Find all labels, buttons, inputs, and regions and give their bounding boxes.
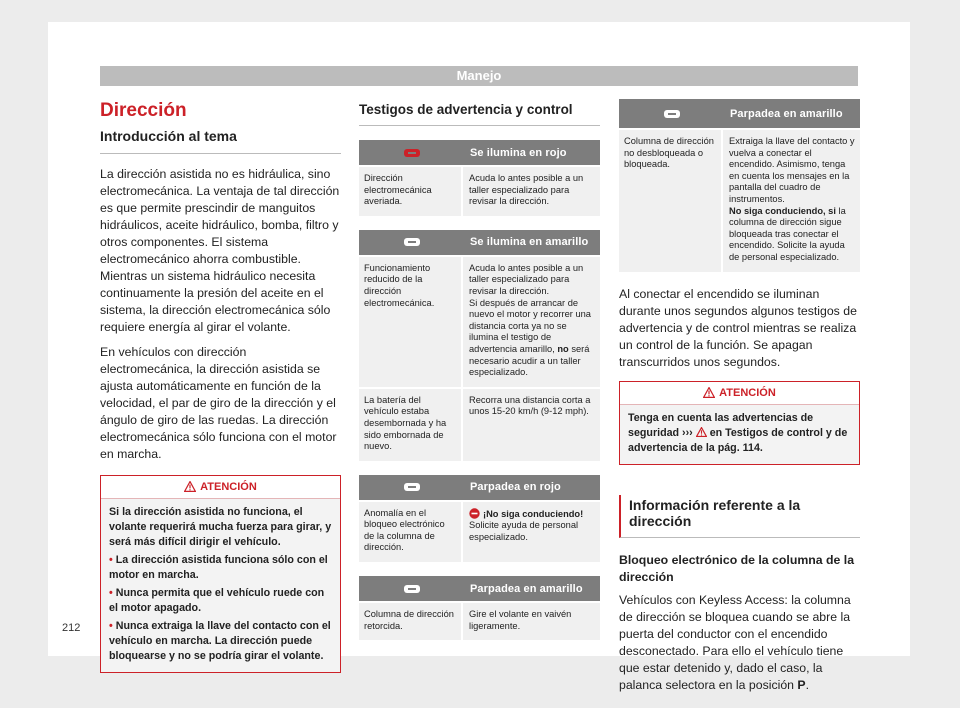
intro-paragraph-1: La dirección asistida no es hidráulica, sino electromecánica. La ventaja de tal dirección es que permite prescindir de manguitos hidráulicos, aceite hidráulico, bomba, filtro y otros componentes. El sistema electromecánico ahorra combustible. Mientras un sistema hidráulico necesita continuamente la presión del aceite en el sistema, la dirección electromecánica sólo requiere energía al girar el volante. [100, 167, 340, 334]
table-row: La batería del vehículo estaba desembornada y ha sido embornada de nuevo. Recorra una distancia corta a unos 15-20 km/h (9-12 mph). [359, 387, 600, 461]
section-subtitle: Introducción al tema [100, 128, 341, 154]
lock-subheading: Bloqueo electrónico de la columna de la dirección [619, 552, 855, 584]
indicator-table-yellow-blink-2 [619, 99, 860, 272]
indicator-table-yellow [359, 230, 600, 461]
warning-triangle-icon [703, 387, 715, 398]
steering-warning-icon [403, 147, 421, 159]
warning-triangle-icon [696, 427, 707, 437]
warning-item: • Nunca extraiga la llave del contacto con el vehículo en marcha. La dirección puede bloquearse y no se podría girar el volante. [109, 620, 331, 662]
steering-warning-icon [403, 583, 421, 595]
table-header: Parpadea en rojo [359, 475, 600, 500]
warning-lights-heading: Testigos de advertencia y control [359, 100, 600, 126]
warning-body [101, 499, 340, 672]
warning-heading: ATENCIÓN [719, 386, 776, 399]
indicator-table-red [359, 140, 600, 216]
indicator-table-yellow-blink [359, 576, 600, 640]
warning-triangle-icon [184, 481, 196, 492]
page-number: 212 [62, 622, 81, 634]
table-row: Columna de dirección no desbloqueada o bloqueada. Extraiga la llave del contacto y vuelva a conectar el encendido. Asimismo, tenga en cuenta los mensajes en la pantalla del cuadro de instrumentos. No siga conduciendo, si la columna de dirección sigue bloqueada tras conectar el encendido. Solicite la ayuda de personal especializado. [619, 128, 860, 272]
steering-warning-icon [403, 236, 421, 248]
steering-warning-icon [403, 481, 421, 493]
warning-heading: ATENCIÓN [200, 481, 257, 493]
table-row: Funcionamiento reducido de la dirección electromecánica. Acuda lo antes posible a un taller especializado para revisar la dirección. Si después de arrancar de nuevo el motor y recorrer una distancia corta ya no se ilumina el testigo de advertencia amarillo, no será necesario acudir a un taller especializado. [359, 255, 600, 387]
bullet-icon: • [109, 620, 113, 632]
keyless-paragraph: Vehículos con Keyless Access: la columna de dirección se bloquea cuando se abre la puerta del conductor con el encendido desconectado. Para ello el vehículo tiene que estar detenido y, dado el caso, la palanca selectora en la posición P. [619, 592, 851, 692]
warning-box [619, 381, 860, 465]
table-row: Anomalía en el bloqueo electrónico de la columna de dirección. ¡No siga conduciendo! Solicite ayuda de personal especializado. [359, 500, 600, 562]
warning-item: • La dirección asistida funciona sólo con el motor en marcha. [109, 554, 328, 581]
steering-info-heading: Información referente a la dirección [619, 495, 860, 538]
column-1 [100, 86, 341, 673]
warning-header [101, 476, 340, 499]
function-check-paragraph: Al conectar el encendido se iluminan durante unos segundos algunos testigos de advertencia y de control mientras se realiza un control de la función. Se apagan transcurridos unos segundos. [619, 286, 857, 369]
table-row: Columna de dirección retorcida. Gire el volante en vaivén ligeramente. [359, 601, 600, 640]
stop-icon [469, 508, 480, 519]
warning-intro: Si la dirección asistida no funciona, el volante requerirá mucha fuerza para girar, y será más difícil dirigir el vehículo. [109, 506, 332, 548]
warning-box [100, 475, 341, 673]
warning-item: • Nunca permita que el vehículo ruede con el motor apagado. [109, 587, 325, 614]
indicator-table-red-blink [359, 475, 600, 562]
table-header: Parpadea en amarillo [359, 576, 600, 601]
warning-body: Tenga en cuenta las advertencias de seguridad ››› en Testigos de control y de advertencia de la pág. 114. [620, 405, 859, 464]
table-header: Parpadea en amarillo [619, 99, 860, 128]
column-3 [619, 99, 860, 694]
section-title: Dirección [100, 100, 187, 121]
bullet-icon: • [109, 554, 113, 566]
table-row: Dirección electromecánica averiada. Acuda lo antes posible a un taller especializado para revisar la dirección. [359, 165, 600, 216]
intro-paragraph-2: En vehículos con dirección electromecánica, la dirección asistida se ajusta automáticamente en función de la velocidad, el par de giro de la dirección y el ángulo de giro de las ruedas. La dirección electromecánica sólo funciona con el motor en marcha. [100, 345, 337, 461]
table-header: Se ilumina en amarillo [359, 230, 600, 255]
steering-warning-icon [663, 108, 681, 120]
section-band: Manejo [100, 66, 858, 86]
column-2 [359, 86, 600, 640]
warning-header [620, 382, 859, 405]
bullet-icon: • [109, 587, 113, 599]
table-header: Se ilumina en rojo [359, 140, 600, 165]
